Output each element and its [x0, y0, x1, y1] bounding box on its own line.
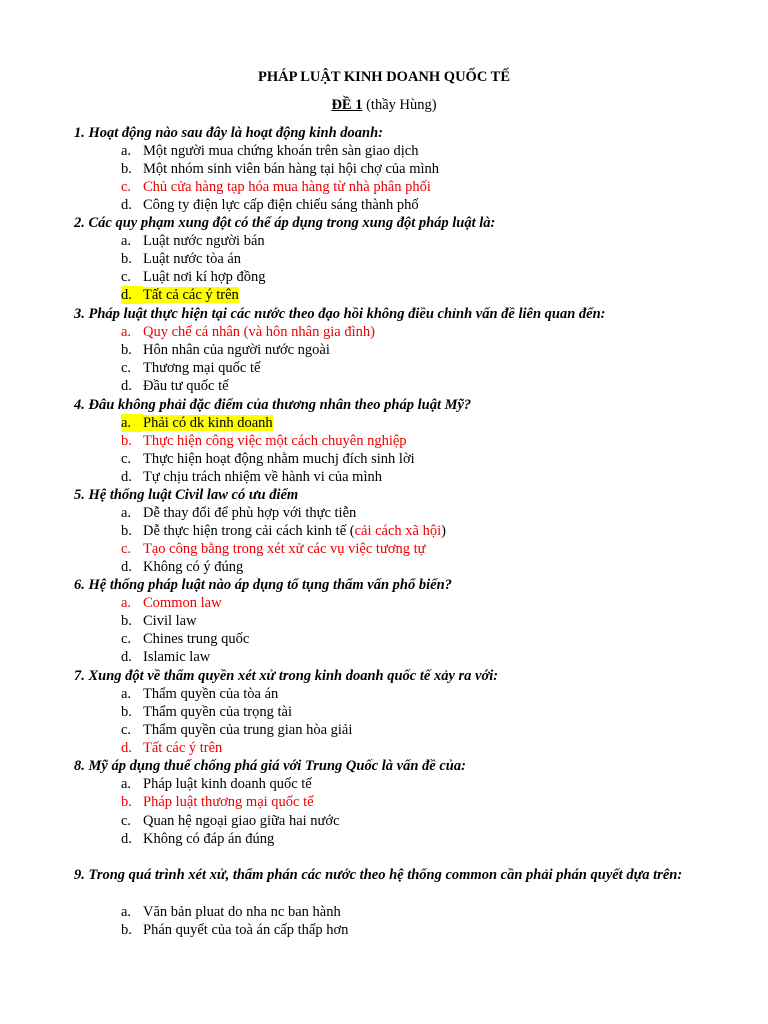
q1-option-d: d. Công ty điện lực cấp điện chiếu sáng thành phố	[121, 197, 419, 213]
q2-option-d: d. Tất cả các ý trên	[121, 287, 239, 303]
document-title: PHÁP LUẬT KINH DOANH QUỐC TẾ	[257, 69, 511, 85]
q7-option-b: b. Thẩm quyền của trọng tài	[121, 704, 292, 720]
q9-option-b: b. Phán quyết của toà án cấp thấp hơn	[121, 922, 349, 938]
question-5: 5. Hệ thống luật Civil law có ưu điểm	[74, 487, 299, 503]
q5-option-a: a. Dễ thay đổi để phù hợp với thực tiễn	[121, 505, 357, 521]
q2-option-a: a. Luật nước người bán	[121, 233, 265, 249]
q8-option-c: c. Quan hệ ngoại giao giữa hai nước	[121, 813, 340, 829]
q1-option-b: b. Một nhóm sinh viên bán hàng tại hội chợ của mình	[121, 161, 440, 177]
q1-option-a: a. Một người mua chứng khoán trên sàn giao dịch	[121, 143, 419, 159]
question-7: 7. Xung đột về thẩm quyền xét xử trong kinh doanh quốc tế xảy ra với:	[74, 668, 499, 684]
question-4: 4. Đâu không phải đặc điểm của thương nhân theo pháp luật Mỹ?	[74, 397, 472, 413]
q3-option-a: a. Quy chế cá nhân (và hôn nhân gia đình)	[121, 324, 375, 340]
q8-option-d: d. Không có đáp án đúng	[121, 831, 275, 847]
q2-option-b: b. Luật nước tòa án	[121, 251, 242, 267]
q3-option-b: b. Hôn nhân của người nước ngoài	[121, 342, 330, 358]
q6-option-c: c. Chines trung quốc	[121, 631, 250, 647]
q4-option-b: b. Thực hiện công việc một cách chuyên nghiệp	[121, 433, 407, 449]
document-subtitle	[0, 96, 768, 114]
question-2: 2. Các quy phạm xung đột có thể áp dụng trong xung đột pháp luật là:	[74, 215, 496, 231]
q3-option-d: d. Đầu tư quốc tế	[121, 378, 229, 394]
q4-option-a: a. Phải có dk kinh doanh	[121, 415, 273, 431]
q6-option-d: d. Islamic law	[121, 649, 211, 665]
q1-option-c: c. Chủ cửa hàng tạp hóa mua hàng từ nhà phân phối	[121, 179, 431, 195]
question-8: 8. Mỹ áp dụng thuế chống phá giá với Trung Quốc là vấn đề của:	[74, 758, 466, 774]
q2-option-c: c. Luật nơi kí hợp đồng	[121, 269, 266, 285]
q7-option-a: a. Thẩm quyền của tòa án	[121, 686, 279, 702]
q5-option-c: c. Tạo công bằng trong xét xử các vụ việc tương tự	[121, 541, 426, 557]
question-3: 3. Pháp luật thực hiện tại các nước theo đạo hồi không điều chỉnh vấn đề liên quan đến:	[74, 306, 606, 322]
question-6: 6. Hệ thống pháp luật nào áp dụng tố tụng thẩm vấn phổ biến?	[74, 577, 452, 593]
question-1: 1. Hoạt động nào sau đây là hoạt động kinh doanh:	[74, 125, 384, 141]
q7-option-d: d. Tất các ý trên	[121, 740, 223, 756]
q7-option-c: c. Thẩm quyền của trung gian hòa giải	[121, 722, 353, 738]
q8-option-a: a. Pháp luật kinh doanh quốc tế	[121, 776, 312, 792]
teacher-name: (thầy Hùng)	[362, 97, 437, 113]
q8-option-b: b. Pháp luật thương mại quốc tế	[121, 794, 314, 810]
q5-option-b: b. Dễ thực hiện trong cải cách kinh tế (cải cách xã hội)	[121, 523, 446, 539]
q5-option-d: d. Không có ý đúng	[121, 559, 244, 575]
q9-option-a: a. Văn bản pluat do nha nc ban hành	[121, 904, 341, 920]
q4-option-d: d. Tự chịu trách nhiệm về hành vi của mình	[121, 469, 382, 485]
q6-option-a: a. Common law	[121, 595, 222, 611]
question-9: 9. Trong quá trình xét xử, thẩm phán các nước theo hệ thống common cần phải phán quyết dựa trên:	[74, 867, 683, 883]
q6-option-b: b. Civil law	[121, 613, 197, 629]
q4-option-c: c. Thực hiện hoạt động nhằm muchj đích sinh lời	[121, 451, 415, 467]
q3-option-c: c. Thương mại quốc tế	[121, 360, 261, 376]
exam-code: ĐỀ 1	[331, 97, 363, 113]
